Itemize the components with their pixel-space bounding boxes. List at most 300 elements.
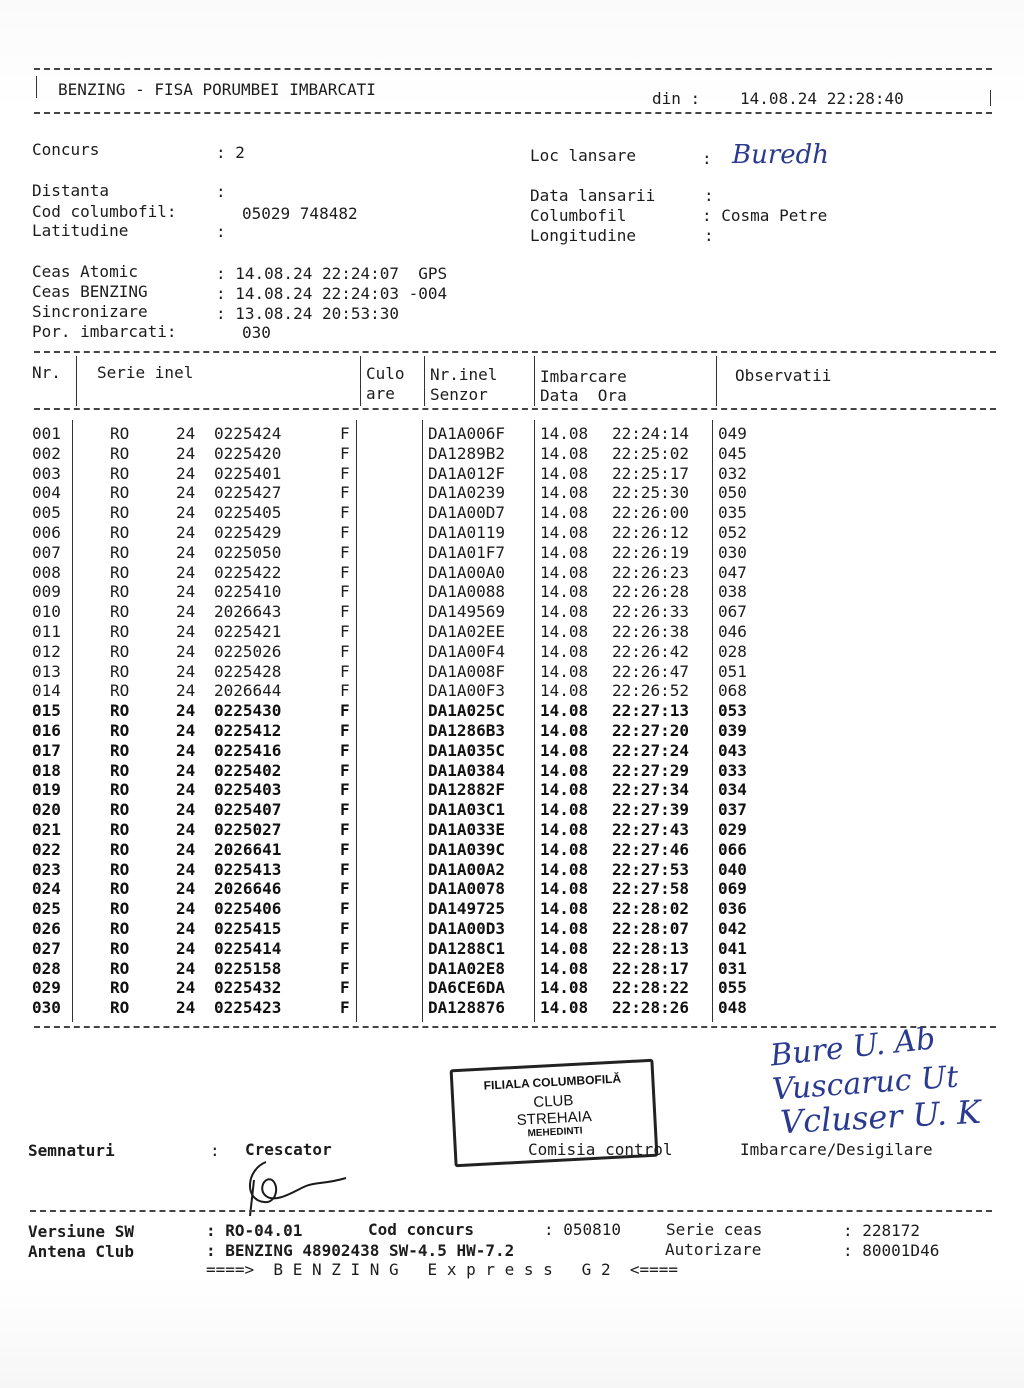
row-ring: 0225405 (214, 503, 282, 523)
row-year: 24 (176, 899, 196, 919)
row-sex: F (340, 443, 350, 463)
table-row (0, 563, 1024, 583)
columbofil-value: : Cosma Petre (702, 206, 828, 225)
row-country: RO (110, 879, 130, 899)
row-country: RO (110, 582, 130, 602)
antena-label: Antena Club (28, 1242, 134, 1261)
row-senzor: DA1A0384 (428, 760, 506, 780)
row-year: 24 (176, 740, 196, 760)
row-sex: F (340, 800, 350, 820)
row-sex: F (340, 919, 350, 938)
row-country: RO (110, 899, 130, 919)
row-country: RO (110, 542, 130, 562)
row-year: 24 (176, 562, 196, 582)
row-ring: 2026644 (214, 681, 282, 701)
row-senzor: DA149725 (428, 899, 506, 919)
col-sep-senzor-head (534, 356, 535, 406)
table-row (0, 483, 1024, 503)
row-nr: 028 (32, 958, 61, 978)
row-year: 24 (176, 839, 196, 859)
row-year: 24 (176, 602, 196, 622)
row-date: 14.08 (540, 879, 589, 899)
row-senzor: DA1A01F7 (428, 542, 506, 562)
row-time: 22:26:42 (612, 641, 690, 661)
table-row (0, 424, 1024, 444)
row-country: RO (110, 661, 130, 681)
table-row (0, 444, 1024, 464)
row-sex: F (340, 602, 350, 622)
row-country: RO (110, 523, 130, 542)
row-date: 14.08 (540, 919, 589, 938)
row-year: 24 (176, 503, 196, 523)
row-sex: F (340, 978, 350, 998)
col-sep-nr-head (76, 356, 77, 406)
row-ring: 0225423 (214, 998, 282, 1018)
row-observatie: 050 (718, 483, 747, 503)
row-sex: F (340, 424, 350, 443)
row-senzor: DA1A012F (428, 463, 506, 483)
row-observatie: 067 (718, 602, 747, 622)
row-time: 22:26:00 (612, 503, 690, 523)
row-sex: F (340, 503, 350, 523)
row-sex: F (340, 938, 350, 958)
row-time: 22:27:29 (612, 760, 690, 780)
row-year: 24 (176, 998, 196, 1018)
row-country: RO (110, 681, 130, 701)
row-ring: 0225406 (214, 899, 282, 919)
row-nr: 013 (32, 661, 61, 681)
row-nr: 027 (32, 938, 61, 958)
data-lansarii-value: : (704, 186, 714, 205)
row-time: 22:27:24 (612, 740, 690, 760)
row-time: 22:26:23 (612, 562, 690, 582)
distanta-value: : (216, 182, 226, 201)
versiune-value: : RO-04.01 (206, 1221, 303, 1240)
row-date: 14.08 (540, 602, 589, 622)
row-time: 22:27:58 (612, 879, 690, 899)
row-senzor: DA1A00F4 (428, 641, 506, 661)
col-header-observatii: Observatii (735, 366, 832, 385)
row-senzor: DA1A008F (428, 661, 506, 681)
handwritten-signature-2: Vuscaruc Ut (771, 1059, 960, 1108)
row-observatie: 031 (718, 958, 747, 978)
row-observatie: 046 (718, 622, 747, 641)
row-country: RO (110, 622, 130, 641)
cod-columbofil-value: 05029 748482 (242, 204, 358, 223)
row-nr: 008 (32, 562, 61, 582)
row-ring: 0225401 (214, 463, 282, 483)
table-row (0, 721, 1024, 741)
semnaturi-label: Semnaturi (28, 1141, 115, 1160)
row-ring: 0225420 (214, 443, 282, 463)
ceas-atomic-value: : 14.08.24 22:24:07 GPS (216, 264, 448, 283)
row-date: 14.08 (540, 740, 589, 760)
row-senzor: DA1A0239 (428, 483, 506, 503)
col-sep-serie-head (360, 356, 361, 406)
row-nr: 012 (32, 641, 61, 661)
row-date: 14.08 (540, 839, 589, 859)
row-observatie: 037 (718, 800, 747, 820)
row-nr: 009 (32, 582, 61, 602)
header-top-rule (34, 68, 992, 70)
cod-columbofil-label: Cod columbofil: (32, 202, 177, 221)
row-senzor: DA1A035C (428, 740, 506, 760)
row-country: RO (110, 800, 130, 820)
row-date: 14.08 (540, 938, 589, 958)
row-observatie: 028 (718, 641, 747, 661)
row-observatie: 041 (718, 938, 747, 958)
row-sex: F (340, 483, 350, 503)
header-left-border (36, 76, 37, 98)
row-sex: F (340, 463, 350, 483)
row-sex: F (340, 879, 350, 899)
row-observatie: 039 (718, 721, 747, 740)
row-senzor: DA1A025C (428, 701, 506, 721)
latitudine-value: : (216, 222, 226, 241)
row-date: 14.08 (540, 721, 589, 740)
row-time: 22:26:19 (612, 542, 690, 562)
row-nr: 006 (32, 523, 61, 542)
ceas-benzing-label: Ceas BENZING (32, 282, 148, 301)
longitudine-label: Longitudine (530, 226, 636, 245)
row-sex: F (340, 582, 350, 602)
stamp-line-2: CLUB (532, 1091, 574, 1112)
row-country: RO (110, 919, 130, 938)
table-row (0, 503, 1024, 523)
row-senzor: DA1288C1 (428, 938, 506, 958)
row-country: RO (110, 562, 130, 582)
row-observatie: 036 (718, 899, 747, 919)
row-sex: F (340, 740, 350, 760)
row-ring: 2026646 (214, 879, 282, 899)
row-country: RO (110, 721, 130, 740)
longitudine-value: : (704, 226, 714, 245)
table-row (0, 662, 1024, 682)
col-header-culoare-1: Culo (366, 364, 405, 383)
row-senzor: DA149569 (428, 602, 506, 622)
col-header-serie-inel: Serie inel (97, 363, 194, 382)
table-row (0, 523, 1024, 543)
col-header-nr-inel-2: Senzor (430, 385, 488, 404)
row-country: RO (110, 978, 130, 998)
row-time: 22:26:38 (612, 622, 690, 641)
row-sex: F (340, 701, 350, 721)
row-date: 14.08 (540, 681, 589, 701)
row-observatie: 038 (718, 582, 747, 602)
row-senzor: DA1A0119 (428, 523, 506, 542)
row-time: 22:28:17 (612, 958, 690, 978)
row-ring: 0225027 (214, 820, 282, 839)
autorizare-label: Autorizare (665, 1240, 762, 1259)
row-ring: 0225421 (214, 622, 282, 641)
row-ring: 0225050 (214, 542, 282, 562)
data-lansarii-label: Data lansarii (530, 186, 656, 205)
row-sex: F (340, 820, 350, 839)
table-row (0, 741, 1024, 761)
row-sex: F (340, 622, 350, 641)
row-ring: 0225432 (214, 978, 282, 998)
row-date: 14.08 (540, 760, 589, 780)
row-time: 22:27:13 (612, 701, 690, 721)
row-observatie: 032 (718, 463, 747, 483)
row-ring: 0225403 (214, 780, 282, 800)
table-row (0, 998, 1024, 1018)
row-nr: 015 (32, 701, 61, 721)
table-row (0, 840, 1024, 860)
row-sex: F (340, 958, 350, 978)
row-year: 24 (176, 582, 196, 602)
row-sex: F (340, 780, 350, 800)
row-year: 24 (176, 641, 196, 661)
row-time: 22:28:22 (612, 978, 690, 998)
row-time: 22:25:30 (612, 483, 690, 503)
ceas-benzing-value: : 14.08.24 22:24:03 -004 (216, 284, 448, 303)
columbofil-label: Columbofil (530, 206, 627, 225)
row-time: 22:28:07 (612, 919, 690, 938)
row-observatie: 029 (718, 820, 747, 839)
versiune-label: Versiune SW (28, 1222, 134, 1241)
row-ring: 0225416 (214, 740, 282, 760)
benzing-express-line: ====> B E N Z I N G E x p r e s s G 2 <==== (206, 1260, 679, 1279)
row-date: 14.08 (540, 542, 589, 562)
row-date: 14.08 (540, 899, 589, 919)
row-country: RO (110, 602, 130, 622)
col-sep-imbarcare-head (716, 356, 717, 406)
row-nr: 016 (32, 721, 61, 740)
row-date: 14.08 (540, 958, 589, 978)
cod-concurs-label: Cod concurs (368, 1220, 474, 1239)
row-time: 22:26:52 (612, 681, 690, 701)
row-senzor: DA1286B3 (428, 721, 506, 740)
row-observatie: 048 (718, 998, 747, 1018)
row-time: 22:26:33 (612, 602, 690, 622)
row-nr: 022 (32, 839, 61, 859)
table-row (0, 860, 1024, 880)
row-ring: 2026641 (214, 839, 282, 859)
row-senzor: DA6CE6DA (428, 978, 506, 998)
imbarcare-desigilare-label: Imbarcare/Desigilare (740, 1140, 933, 1159)
row-date: 14.08 (540, 641, 589, 661)
row-nr: 018 (32, 760, 61, 780)
row-year: 24 (176, 483, 196, 503)
row-sex: F (340, 641, 350, 661)
row-sex: F (340, 998, 350, 1018)
row-date: 14.08 (540, 859, 589, 879)
concurs-value: : 2 (216, 143, 245, 162)
row-ring: 0225415 (214, 919, 282, 938)
row-observatie: 047 (718, 562, 747, 582)
row-time: 22:27:53 (612, 859, 690, 879)
row-senzor: DA1A00F3 (428, 681, 506, 701)
row-observatie: 035 (718, 503, 747, 523)
col-sep-culoare-head (424, 356, 425, 406)
row-ring: 0225402 (214, 760, 282, 780)
row-senzor: DA1A039C (428, 839, 506, 859)
por-imbarcati-label: Por. imbarcati: (32, 322, 177, 341)
row-senzor: DA1A033E (428, 820, 506, 839)
row-year: 24 (176, 622, 196, 641)
row-observatie: 069 (718, 879, 747, 899)
footer-top-rule (30, 1210, 992, 1212)
row-year: 24 (176, 542, 196, 562)
table-row (0, 622, 1024, 642)
row-ring: 0225410 (214, 582, 282, 602)
row-country: RO (110, 958, 130, 978)
row-sex: F (340, 562, 350, 582)
row-ring: 0225429 (214, 523, 282, 542)
stamp-line-1: FILIALA COLUMBOFILĂ (483, 1071, 622, 1093)
row-date: 14.08 (540, 424, 589, 443)
row-year: 24 (176, 523, 196, 542)
col-header-imbarcare-2: Data Ora (540, 386, 627, 405)
row-year: 24 (176, 879, 196, 899)
document-title: BENZING - FISA PORUMBEI IMBARCATI (58, 80, 376, 99)
din-label: din : (652, 89, 701, 108)
table-row (0, 582, 1024, 602)
row-observatie: 055 (718, 978, 747, 998)
row-observatie: 045 (718, 443, 747, 463)
row-sex: F (340, 899, 350, 919)
row-year: 24 (176, 443, 196, 463)
table-row (0, 543, 1024, 563)
row-date: 14.08 (540, 998, 589, 1018)
row-senzor: DA12882F (428, 780, 506, 800)
row-ring: 0225158 (214, 958, 282, 978)
row-country: RO (110, 839, 130, 859)
row-sex: F (340, 523, 350, 542)
row-ring: 0225424 (214, 424, 282, 443)
table-row (0, 820, 1024, 840)
row-ring: 0225427 (214, 483, 282, 503)
row-nr: 005 (32, 503, 61, 523)
row-date: 14.08 (540, 483, 589, 503)
row-time: 22:26:12 (612, 523, 690, 542)
row-year: 24 (176, 661, 196, 681)
row-country: RO (110, 483, 130, 503)
row-country: RO (110, 998, 130, 1018)
row-sex: F (340, 760, 350, 780)
row-country: RO (110, 760, 130, 780)
row-observatie: 049 (718, 424, 747, 443)
row-date: 14.08 (540, 622, 589, 641)
row-year: 24 (176, 780, 196, 800)
row-time: 22:26:28 (612, 582, 690, 602)
row-senzor: DA1A006F (428, 424, 506, 443)
row-nr: 002 (32, 443, 61, 463)
row-observatie: 066 (718, 839, 747, 859)
row-observatie: 068 (718, 681, 747, 701)
row-year: 24 (176, 859, 196, 879)
row-country: RO (110, 463, 130, 483)
stamp-line-4: MEHEDINTI (527, 1125, 583, 1140)
row-country: RO (110, 740, 130, 760)
row-nr: 007 (32, 542, 61, 562)
row-time: 22:27:20 (612, 721, 690, 740)
col-header-culoare-2: are (366, 384, 395, 403)
row-year: 24 (176, 701, 196, 721)
row-ring: 0225414 (214, 938, 282, 958)
row-country: RO (110, 780, 130, 800)
comisia-control-label: Comisia control (528, 1140, 673, 1159)
col-header-nr-inel-1: Nr.inel (430, 365, 498, 384)
row-ring: 0225412 (214, 721, 282, 740)
header-right-border (990, 90, 991, 106)
row-year: 24 (176, 463, 196, 483)
row-sex: F (340, 721, 350, 740)
row-time: 22:24:14 (612, 424, 690, 443)
table-row (0, 899, 1024, 919)
row-ring: 0225413 (214, 859, 282, 879)
row-nr: 017 (32, 740, 61, 760)
row-senzor: DA1A02EE (428, 622, 506, 641)
row-sex: F (340, 681, 350, 701)
row-country: RO (110, 424, 130, 443)
row-country: RO (110, 443, 130, 463)
row-year: 24 (176, 424, 196, 443)
row-senzor: DA1A00A0 (428, 562, 506, 582)
row-time: 22:27:34 (612, 780, 690, 800)
row-nr: 023 (32, 859, 61, 879)
por-imbarcati-value: 030 (242, 323, 271, 342)
row-ring: 0225428 (214, 661, 282, 681)
row-ring: 0225026 (214, 641, 282, 661)
row-year: 24 (176, 958, 196, 978)
table-row (0, 602, 1024, 622)
row-nr: 014 (32, 681, 61, 701)
antena-value: : BENZING 48902438 SW-4.5 HW-7.2 (206, 1241, 515, 1260)
row-year: 24 (176, 919, 196, 938)
row-senzor: DA1289B2 (428, 443, 506, 463)
row-observatie: 043 (718, 740, 747, 760)
row-nr: 020 (32, 800, 61, 820)
table-row (0, 800, 1024, 820)
row-date: 14.08 (540, 780, 589, 800)
table-row (0, 464, 1024, 484)
handwritten-signature-1: Bure U. Ab (768, 1021, 937, 1074)
row-nr: 010 (32, 602, 61, 622)
sincronizare-value: : 13.08.24 20:53:30 (216, 304, 400, 323)
table-row (0, 701, 1024, 721)
row-nr: 030 (32, 998, 61, 1018)
table-row (0, 681, 1024, 701)
row-time: 22:25:02 (612, 443, 690, 463)
row-observatie: 033 (718, 760, 747, 780)
row-nr: 004 (32, 483, 61, 503)
crescator-label: Crescator (245, 1140, 332, 1159)
row-year: 24 (176, 820, 196, 839)
distanta-label: Distanta (32, 181, 110, 200)
autorizare-value: : 80001D46 (843, 1241, 940, 1260)
row-nr: 001 (32, 424, 61, 443)
row-country: RO (110, 641, 130, 661)
row-observatie: 052 (718, 523, 747, 542)
row-date: 14.08 (540, 523, 589, 542)
stamp-line-3: STREHAIA (516, 1108, 593, 1129)
row-time: 22:26:47 (612, 661, 690, 681)
table-row (0, 780, 1024, 800)
col-header-nr: Nr. (32, 363, 61, 382)
row-year: 24 (176, 800, 196, 820)
table-row (0, 978, 1024, 998)
row-senzor: DA1A00D3 (428, 919, 506, 938)
row-observatie: 040 (718, 859, 747, 879)
row-date: 14.08 (540, 800, 589, 820)
table-row (0, 642, 1024, 662)
row-date: 14.08 (540, 701, 589, 721)
row-senzor: DA1A0088 (428, 582, 506, 602)
row-time: 22:27:39 (612, 800, 690, 820)
row-sex: F (340, 542, 350, 562)
